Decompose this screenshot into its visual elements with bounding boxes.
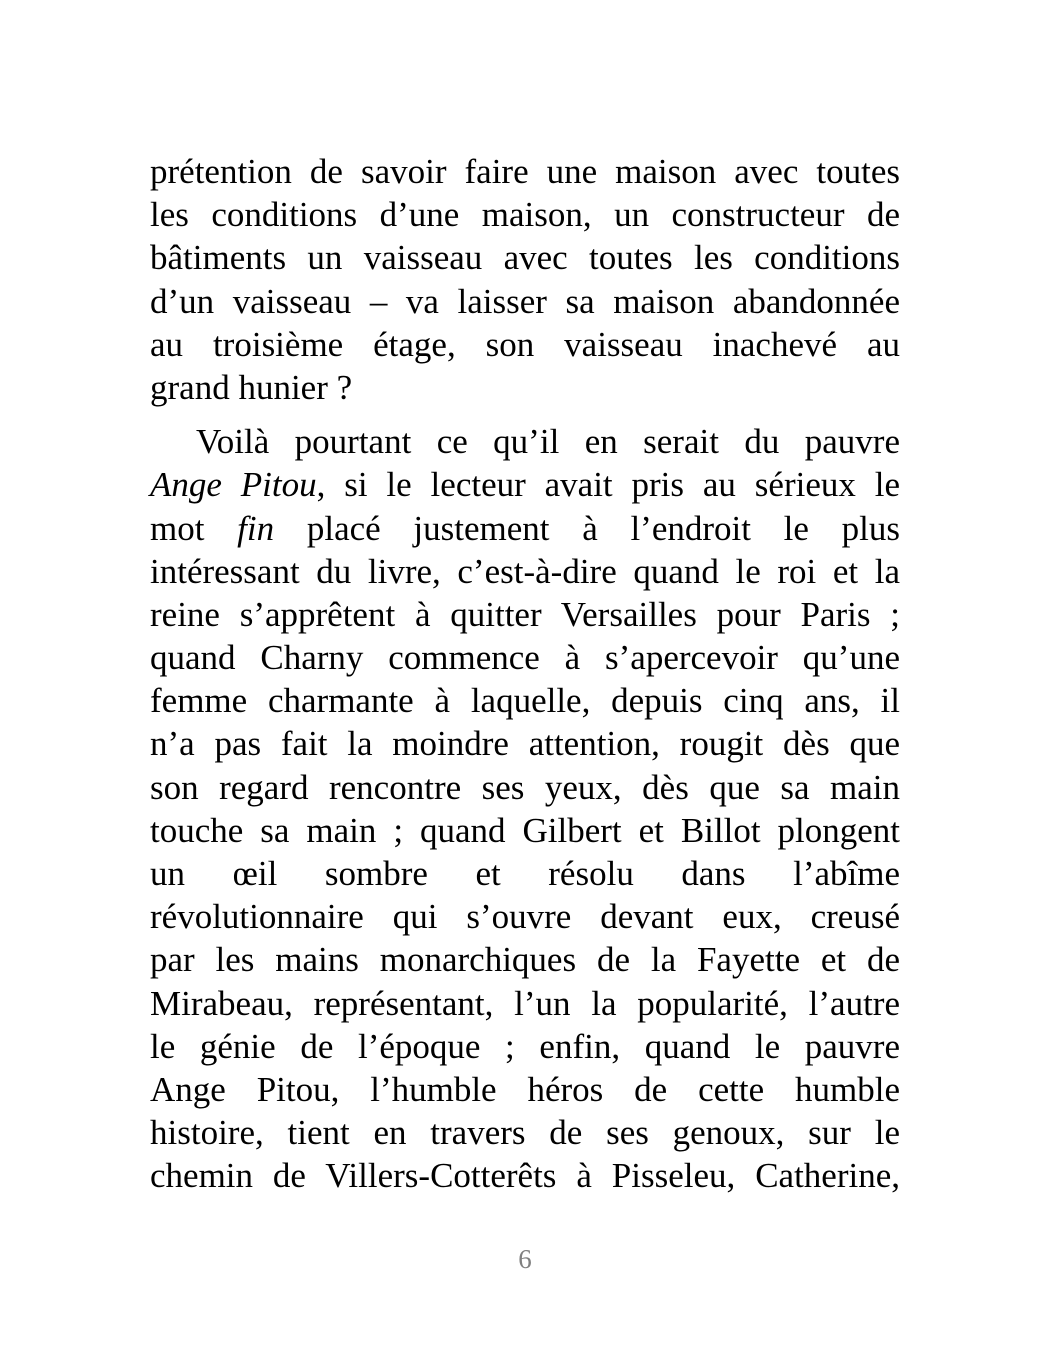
body-text [150,150,900,1198]
italic-word: fin [237,508,275,548]
text-line: Ange Pitou, l’humble héros de cette humble [150,1069,900,1109]
paragraph-1 [150,150,900,409]
text-line: touche sa main ; quand Gilbert et Billot plongent [150,810,900,850]
text-line [150,463,900,506]
text-line: n’a pas fait la moindre attention, rougit dès que [150,724,900,764]
text-line: le génie de l’époque ; enfin, quand le pauvre [150,1026,900,1066]
text-line: grand hunier ? [150,367,353,407]
page-number: 6 [518,1244,532,1274]
text-line: par les mains monarchiques de la Fayette et de [150,940,900,980]
paragraph-2 [150,420,900,1197]
text-run: placé justement à l’endroit le plus [274,508,900,548]
text-line: au troisième étage, son vaisseau inachevé au [150,324,900,364]
text-line: révolutionnaire qui s’ouvre devant eux, creusé [150,897,900,937]
text-line: un œil sombre et résolu dans l’abîme [150,854,900,893]
text-line [150,507,900,550]
text-line: Voilà pourtant ce qu’il en serait du pauvre [196,422,900,462]
text-line: prétention de savoir faire une maison avec toutes [150,152,900,191]
text-line: quand Charny commence à s’apercevoir qu’une [150,638,900,678]
paragraph-spacer [150,409,900,420]
text-line: les conditions d’une maison, un constructeur de [150,195,900,235]
text-line: histoire, tient en travers de ses genoux, sur le [150,1113,900,1153]
text-line: reine s’apprêtent à quitter Versailles pour Paris ; [150,594,900,634]
text-line: Mirabeau, représentant, l’un la popularité, l’autre [150,983,900,1023]
text-line: chemin de Villers-Cotterêts à Pisseleu, Catherine, [150,1156,900,1196]
text-line: femme charmante à laquelle, depuis cinq ans, il [150,681,900,721]
italic-title: Ange Pitou [150,465,317,505]
text-line: son regard rencontre ses yeux, dès que sa main [150,767,900,807]
text-line: bâtiments un vaisseau avec toutes les conditions [150,238,900,278]
text-run: mot [150,508,238,548]
text-run: , si le lecteur avait pris au sérieux le [316,465,900,505]
text-line: d’un vaisseau – va laisser sa maison abandonnée [150,281,900,321]
text-line: intéressant du livre, c’est-à-dire quand le roi et la [150,551,900,591]
